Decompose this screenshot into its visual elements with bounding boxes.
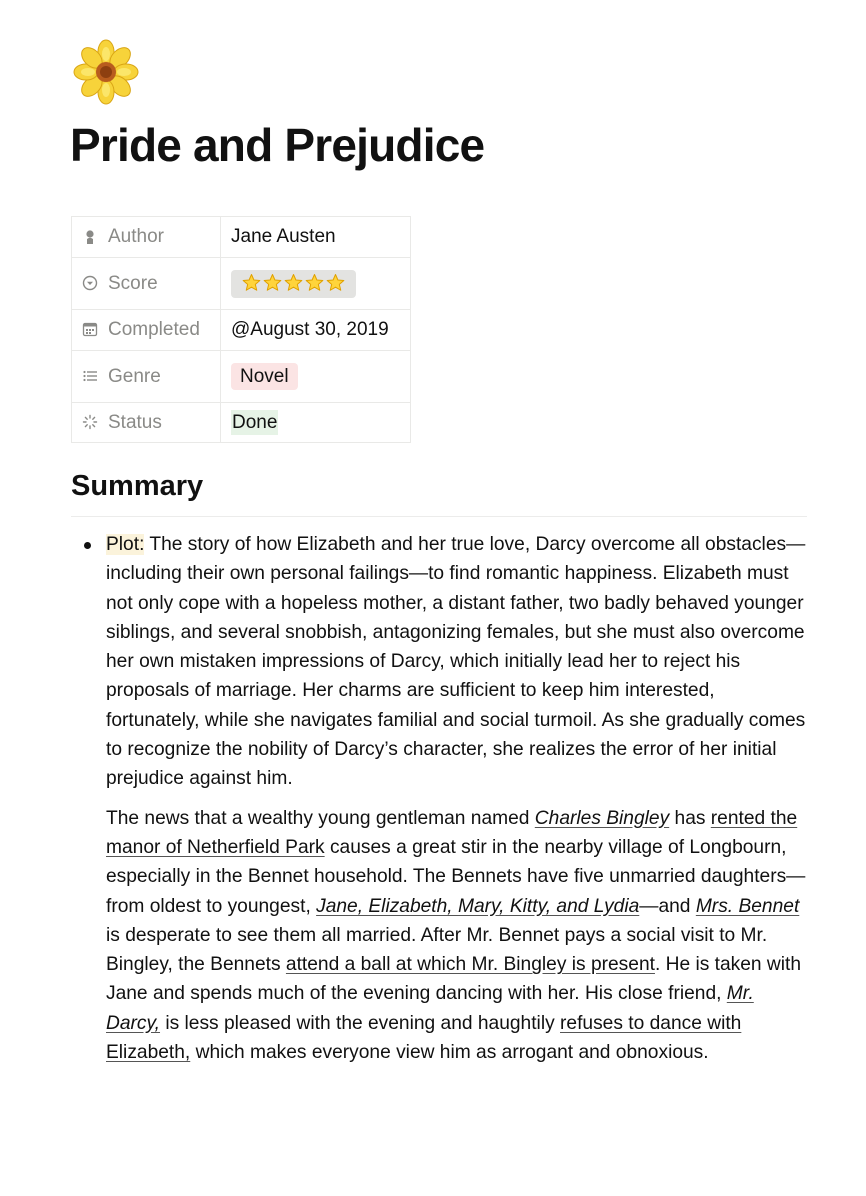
summary-heading[interactable]: Summary xyxy=(71,470,204,502)
calendar-icon xyxy=(82,321,98,337)
property-label: Genre xyxy=(108,365,161,387)
status-spinner-icon xyxy=(82,414,98,430)
property-label: Status xyxy=(108,411,162,433)
text-run: has xyxy=(669,807,711,829)
property-value-score[interactable] xyxy=(221,258,411,310)
star-icon xyxy=(283,273,304,293)
property-label: Score xyxy=(108,272,158,294)
plot-label: Plot: xyxy=(106,534,145,555)
star-icon xyxy=(262,273,283,293)
property-row-score xyxy=(72,258,411,310)
text-run: which makes everyone view him as arrogant and obnoxious. xyxy=(190,1042,709,1064)
property-key-score[interactable] xyxy=(72,258,221,310)
property-row-completed xyxy=(72,310,411,351)
text-run: . He is taken with Jane and spends much of the evening dancing with her. His close friend, xyxy=(106,954,802,1005)
link-mrs-bennet[interactable]: Mrs. Bennet xyxy=(695,895,800,917)
page-title[interactable]: Pride and Prejudice xyxy=(70,119,485,171)
property-value-author[interactable]: Jane Austen xyxy=(221,217,411,258)
property-label: Completed xyxy=(108,319,200,340)
summary-body xyxy=(106,530,808,1067)
link-mr-darcy[interactable]: Mr. Darcy, xyxy=(106,983,754,1034)
property-value-completed[interactable]: @August 30, 2019 xyxy=(221,310,411,351)
sunflower-icon[interactable] xyxy=(72,38,140,106)
plot-paragraph[interactable] xyxy=(106,530,808,794)
property-row-status xyxy=(72,403,411,443)
property-value-status[interactable] xyxy=(221,403,411,443)
property-key-author[interactable] xyxy=(72,217,221,258)
text-run: —and xyxy=(639,895,696,917)
property-row-author xyxy=(72,217,411,258)
list-icon xyxy=(82,368,98,384)
link-netherfield-park[interactable]: rented the manor of Netherfield Park xyxy=(106,807,798,858)
text-run: is less pleased with the evening and haughtily xyxy=(160,1012,561,1034)
link-bennet-daughters[interactable]: Jane, Elizabeth, Mary, Kitty, and Lydia xyxy=(316,895,640,917)
link-attend-ball[interactable]: attend a ball at which Mr. Bingley is present xyxy=(285,954,655,976)
property-key-genre[interactable] xyxy=(72,351,221,403)
heading-divider xyxy=(71,516,807,517)
select-circle-icon xyxy=(82,275,98,291)
text-run: The news that a wealthy young gentleman named xyxy=(106,807,535,829)
property-key-status[interactable] xyxy=(72,403,221,443)
property-label: Author xyxy=(108,226,164,247)
text-run: causes a great stir in the nearby village of Longbourn, especially in the Bennet household. The Bennets have five unmarried daughters—from oldest to youngest, xyxy=(106,836,806,917)
property-value-genre[interactable] xyxy=(221,351,411,403)
property-row-genre xyxy=(72,351,411,403)
property-key-completed[interactable] xyxy=(72,310,221,351)
properties-table xyxy=(71,216,411,443)
link-refuses-dance[interactable]: refuses to dance with Elizabeth, xyxy=(106,1012,742,1064)
status-tag[interactable]: Done xyxy=(232,411,278,433)
score-select-pill[interactable] xyxy=(231,270,356,298)
plot-text: The story of how Elizabeth and her true love, Darcy overcome all obstacles—including their own personal failings—to find romantic happiness. Elizabeth must not only cope with a hopeless mother, a distant father, two badly behaved younger siblings, and several snobbish, antagonizing females, but she must also overcome her own mistaken impressions of Darcy, which initially lead her to reject his proposals of marriage. Her charms are sufficient to keep him interested, fortunately, while she navigates familial and social turmoil. As she gradually comes to recognize the nobility of Darcy’s character, she realizes the error of her initial prejudice against him. xyxy=(106,534,806,790)
genre-tag[interactable]: Novel xyxy=(231,363,298,390)
link-charles-bingley[interactable]: Charles Bingley xyxy=(534,807,670,829)
bullet-dot xyxy=(84,542,91,549)
star-icon xyxy=(325,273,346,293)
star-icon xyxy=(304,273,325,293)
story-paragraph[interactable] xyxy=(106,804,808,1068)
text-run: is desperate to see them all married. After Mr. Bennet pays a social visit to Mr. Bingley, the Bennets xyxy=(106,924,768,976)
star-rating xyxy=(241,273,346,294)
person-icon xyxy=(82,228,98,244)
star-icon xyxy=(241,273,262,293)
